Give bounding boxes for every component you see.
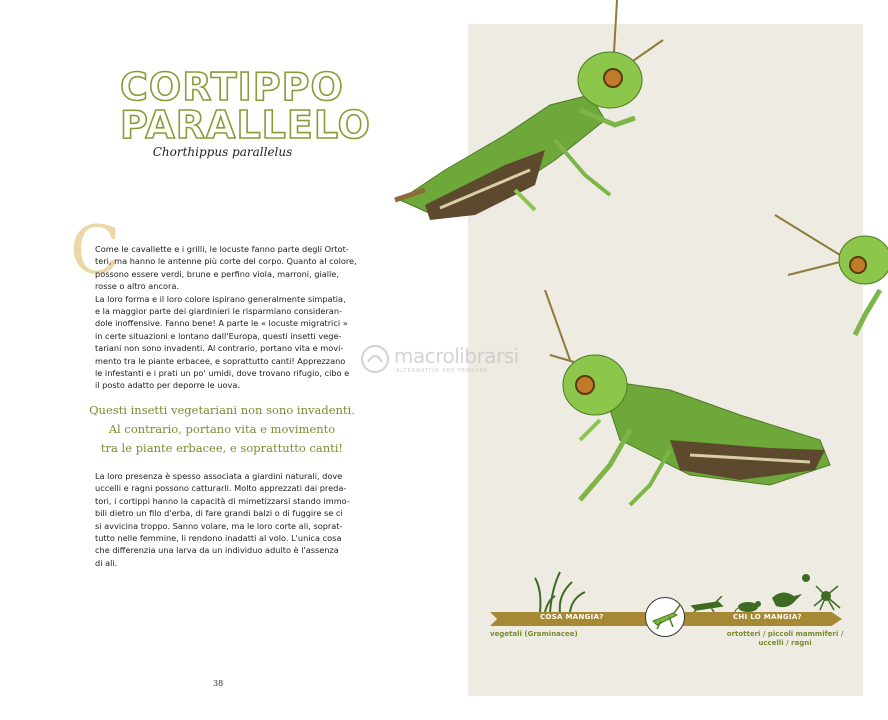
grasshopper-icon	[690, 596, 724, 612]
watermark-logo-icon	[360, 344, 390, 374]
text-line: tori, i cortippi hanno la capacità di mimetizzarsi stando immo-	[95, 495, 350, 506]
text-line: Come le cavallette e i grilli, le locuste fanno parte degli Ortot-	[95, 244, 349, 254]
grasshopper-medallion	[645, 597, 685, 637]
text-line: uccelli e ragni possono catturarli. Molto apprezzati dai preda-	[95, 483, 347, 494]
text-line: e la maggior parte dei giardinieri le risparmiano consideran-	[95, 306, 342, 317]
text-line: teri, ma hanno le antenne più corte del corpo. Quanto al colore,	[95, 256, 357, 267]
text-line: tutto nelle femmine, li rendono inadatti al volo. L'unica cosa	[95, 533, 342, 544]
text-line: si avvicina troppo. Sanno volare, ma le loro corte ali, soprat-	[95, 520, 343, 531]
grass-icon	[530, 570, 590, 612]
text-line: in certe situazioni e lontano dall'Europa, questi insetti vege-	[95, 330, 342, 341]
title-line-1: CORTIPPO	[120, 65, 344, 109]
spider-icon	[796, 570, 844, 612]
text-line: mento tra le piante erbacee, e soprattutto canti! Apprezzano	[95, 355, 346, 366]
text-line: di ali.	[95, 557, 118, 568]
text-line: possono essere verdi, brune e perfino viola, marroni, gialle,	[95, 268, 339, 279]
quote-line: Questi insetti vegetariani non sono invadenti.	[89, 403, 355, 417]
text-line: che differenzia una larva da un individuo adulto è l'assenza	[95, 545, 339, 556]
text-line: il posto adatto per deporre le uova.	[95, 380, 240, 391]
text-line: dole inoffensive. Fanno bene! A parte le « locuste migratrici »	[95, 318, 348, 329]
who-eats-it-line: uccelli / ragni	[758, 639, 812, 647]
what-it-eats-value: vegetali (Graminacee)	[490, 630, 578, 638]
who-eats-it-line: ortotteri / piccoli mammiferi /	[726, 630, 844, 638]
grasshopper-illustration-middle	[540, 290, 840, 520]
title-line-2: PARALLELO	[120, 103, 371, 147]
text-line: La loro forma e il loro colore ispirano generalmente simpatia,	[95, 293, 346, 304]
text-line: bili dietro un filo d'erba, di fare grandi balzi o di fuggire se ci	[95, 508, 343, 519]
drop-cap: C	[70, 212, 121, 289]
text-line: rosse o altro ancora.	[95, 281, 179, 292]
page-number: 38	[213, 679, 224, 688]
quote-line: tra le piante erbacee, e soprattutto canti!	[100, 441, 344, 455]
watermark-text: macrolibrarsi	[394, 344, 519, 368]
watermark	[360, 342, 560, 378]
text-line: le infestanti e i prati un po' umidi, dove trovano rifugio, cibo e	[95, 368, 350, 379]
text-line: La loro presenza è spesso associata a giardini naturali, dove	[95, 471, 343, 481]
grasshopper-illustration-top	[385, 0, 665, 250]
who-eats-it-value	[726, 630, 844, 648]
quote-line: Al contrario, portano vita e movimento	[108, 422, 336, 436]
text-line: tariani non sono invadenti. Al contrario, portano vita e movi-	[95, 343, 344, 354]
watermark-subtext: ALTERNATIVE PER PENSARE	[396, 368, 489, 374]
paragraph-intro	[95, 243, 363, 392]
who-eats-it-label: CHI LO MANGIA?	[733, 613, 802, 621]
pull-quote	[88, 401, 356, 458]
what-it-eats-label: COSA MANGIA?	[540, 613, 604, 621]
paragraph-predators	[95, 470, 363, 569]
mouse-icon	[734, 597, 764, 613]
grasshopper-medallion-icon	[647, 599, 683, 635]
scientific-name: Chorthippus parallelus	[152, 145, 293, 159]
page-title	[120, 65, 371, 147]
